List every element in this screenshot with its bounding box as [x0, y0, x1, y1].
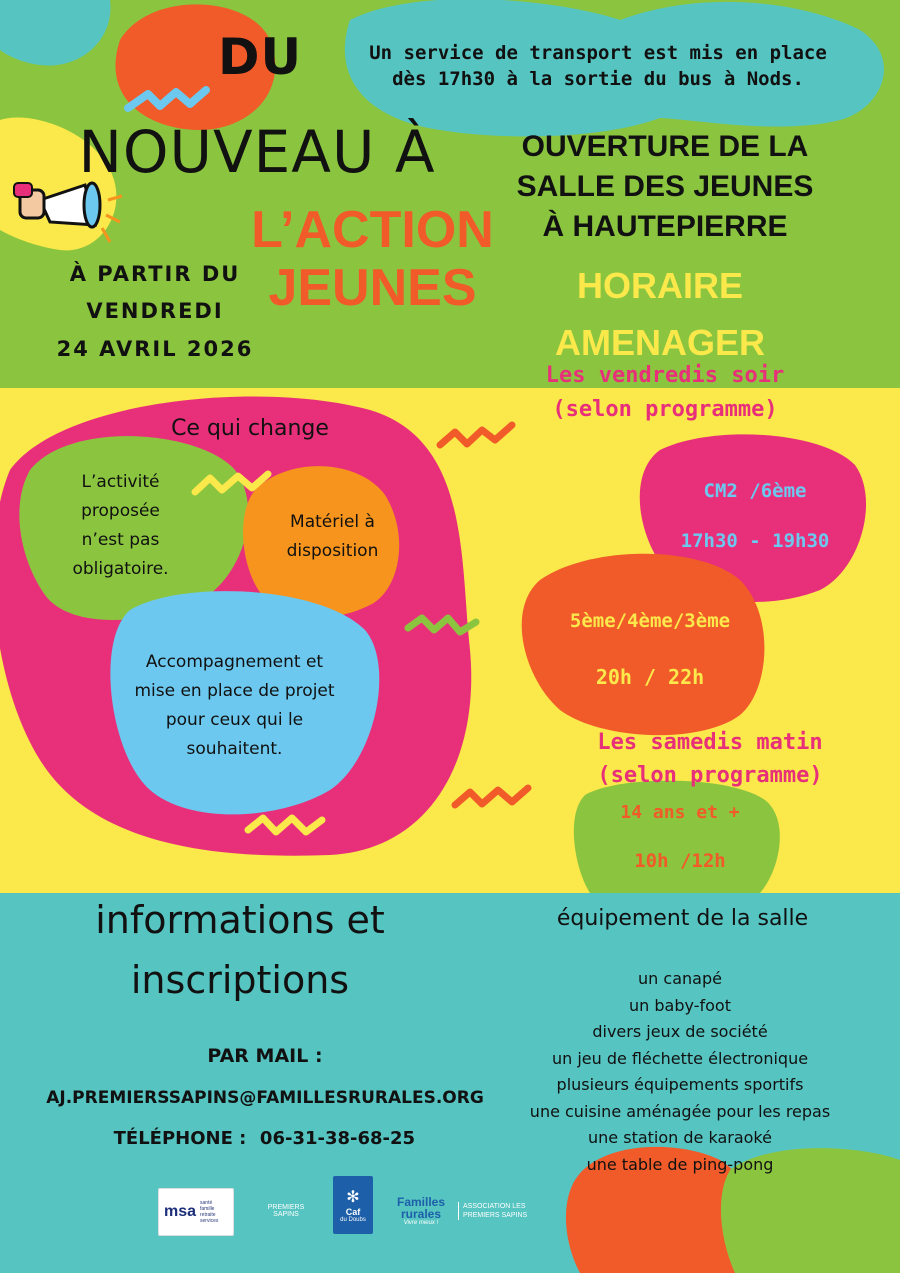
schedule-line2: AMENAGER: [554, 322, 765, 363]
premiers-sapins-logo-text: PREMIERS SAPINS: [267, 1204, 305, 1218]
friday-line2: (selon programme): [552, 397, 778, 422]
group3-level: 14 ans et +: [620, 802, 740, 823]
phone-number[interactable]: 06-31-38-68-25: [259, 1128, 416, 1149]
orange-blob-right: [522, 554, 765, 735]
equipment-item: une table de ping-pong: [586, 1154, 774, 1174]
equipment-item: plusieurs équipements sportifs: [556, 1075, 804, 1094]
group2-level: 5ème/4ème/3ème: [569, 610, 731, 632]
zigzag-orange-1: [440, 425, 512, 445]
transport-notice: Un service de transport est mis en place dès 17h30 à la sortie du bus à Nods.: [369, 42, 827, 90]
opening-line3: À HAUTEPIERRE: [542, 210, 788, 243]
caf-logo-sub: du Doubs: [340, 1217, 366, 1223]
change-item-equipment: Matériel à disposition: [286, 512, 379, 561]
saturday-line1: Les samedis matin: [597, 730, 823, 755]
caf-logo-icon: ✻: [346, 1189, 360, 1206]
date-line3: 24 AVRIL 2026: [56, 337, 254, 361]
equipment-list: [495, 966, 865, 1178]
familles-rurales-mark: [390, 1196, 452, 1226]
equipment-item: un baby-foot: [629, 995, 731, 1015]
group2-time: 20h / 22h: [595, 665, 705, 689]
green-blob-bottom-mid: [574, 781, 780, 893]
familles-rurales-logo: [390, 1188, 550, 1234]
msa-logo-mark: msa: [163, 1203, 197, 1220]
changes-heading: Ce qui change: [171, 416, 329, 441]
phone-label: TÉLÉPHONE :: [113, 1128, 247, 1149]
email-link[interactable]: AJ.PREMIERSSAPINS@FAMILLESRURALES.ORG: [46, 1088, 484, 1108]
mail-label: PAR MAIL :: [207, 1045, 323, 1067]
msa-logo: [158, 1188, 234, 1236]
opening-line1: OUVERTURE DE LA: [521, 130, 809, 163]
title-line3: L’ACTION: [251, 201, 494, 259]
info-heading-line1: informations et: [95, 898, 385, 942]
equipment-heading: équipement de la salle: [556, 906, 809, 931]
zigzag-orange-2: [455, 788, 528, 805]
saturday-line2: (selon programme): [597, 763, 823, 788]
equipment-item: une cuisine aménagée pour les repas: [529, 1101, 831, 1121]
change-item-optional: L’activité proposée n’est pas obligatoire.: [72, 472, 169, 579]
premiers-sapins-logo: [250, 1188, 322, 1234]
familles-rurales-name: Familles rurales: [396, 1195, 446, 1221]
caf-logo-text: Caf: [345, 1207, 361, 1217]
opening-line2: SALLE DES JEUNES: [516, 170, 814, 203]
association-name: ASSOCIATION LES PREMIERS SAPINS: [458, 1202, 549, 1220]
group1-level: CM2 /6ème: [703, 480, 807, 502]
title-line4: JEUNES: [268, 259, 477, 317]
msa-logo-tagline: santé famille retraite services: [200, 1200, 219, 1224]
friday-line1: Les vendredis soir: [545, 363, 785, 388]
group1-time: 17h30 - 19h30: [680, 530, 830, 552]
group3-time: 10h /12h: [634, 850, 726, 872]
change-item-support: Accompagnement et mise en place de projet pour ceux qui le souhaitent.: [134, 652, 335, 759]
equipment-item: divers jeux de société: [592, 1022, 768, 1041]
date-line1: À PARTIR DU: [69, 262, 241, 286]
teal-blob-top-edge: [0, 0, 110, 66]
familles-rurales-tagline: Vivre mieux !: [403, 1220, 439, 1226]
schedule-line1: HORAIRE: [576, 265, 743, 306]
equipment-item: un canapé: [638, 969, 722, 988]
title-line1: DU: [217, 28, 303, 86]
equipment-item: un jeu de fléchette électronique: [551, 1048, 809, 1068]
equipment-item: une station de karaoké: [588, 1128, 772, 1147]
date-line2: VENDREDI: [86, 299, 224, 323]
info-heading-line2: inscriptions: [130, 958, 350, 1002]
title-line2: NOUVEAU À: [78, 118, 436, 186]
caf-logo: [333, 1176, 373, 1234]
